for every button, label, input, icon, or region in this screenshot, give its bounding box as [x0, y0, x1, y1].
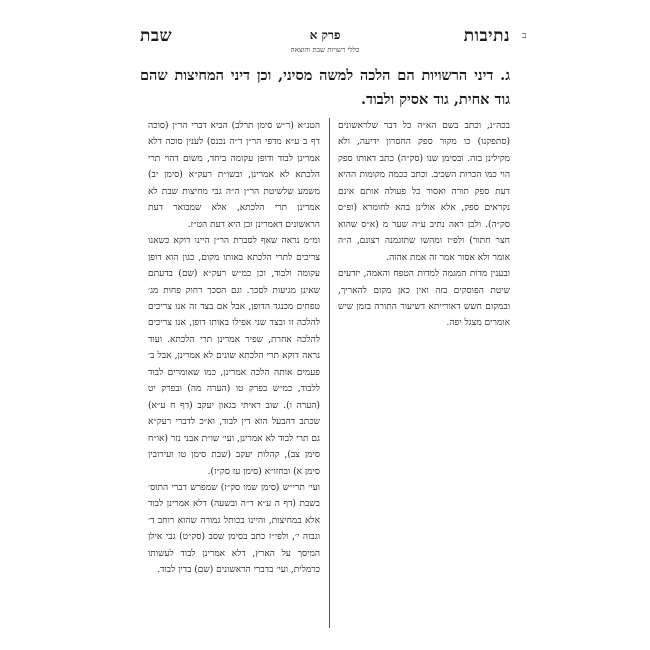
commentary-paragraph: ובענין מדות המגמה למדות הטפח והאמה, יזדעים שיטת הפוסקים בזה ואין כאן מקום להאריך, ובמקום חשש דאורייתא דשיעור התורה בזמן שיש אומרים מצגל יפה. — [338, 269, 510, 329]
commentary-paragraph: ומ״מ נראה שאף לסברת הר״ן היינו דוקא כשאנו צריכים לתרי הלכתא באותו מקום, כגון הוא דופן עקומה ולבוד, וכן כמ״ש רעק״א (שם) בדעתם שאינן מגיעות לסכך. וגם הסכך רחוק פחות מג׳ טפחים מכנגד הדופן, אבל אם בצד זה אנו צריכים להלכה זו ובצד שני אפילו באותו דופן, אנו צריכים להלכה אחרת, שפיר אמרינן תרי הלכתא. ועוד נראה דוקא תרי הלכתא שונים לא אמרינן, אבל ב׳ פעמים אותה הלכה אמרינן, כמו שאומרים לבוד ללבוד, כמ״ש בפרק טו (הערה מה) ובפרק יט (הערה ו). שוב ראיתי בגאון יעקב (דף ח ע״א) שכתב דהבעל הוא דין לבוד, וא״כ לדברי רעק״א גם תרי לבוד לא אמרינן, ועי׳ שו״ת אבני נזר (או״ח סימן צב), קהלות יעקב (שבת סימן טו ועירובין סימן א) ובחזו״א (סימן עז סק״ז). — [148, 236, 320, 477]
commentary-left-column — [148, 118, 320, 579]
header-section-title: שבת — [140, 26, 173, 46]
commentary-paragraph: ועי׳ תרי״ש (סימן שמו סק״ז) שמפרש דברי התוס׳ בשבת (דף ה ע״א ד״ה ובשעה) דלא אמרינן לבוד אלא במחיצות, והיינו בכותל גמורה שהוא רוחב ד׳ וגבוה י׳, ולפי״ז כתב בסימן שסב (סק״ט) גבי אילן המיסך על הארץ, דלא אמרינן לבוד לעשותו כרמלית, ועי׳ בדברי הראשונים (שם) בדין לבוד. — [148, 482, 320, 576]
page-number: ב — [522, 31, 527, 41]
main-halacha-text: ג. דיני הרשויות הם הלכה למשה מסיני, וכן דיני המחיצות שהם גוד אחית, גוד אסיק ולבוד. — [140, 67, 510, 108]
header-subtitle: כללי רשויות שבת והוצאה — [290, 46, 360, 54]
commentary-paragraph: הטנ״א (ר״ש סימן תרלב) הביא דברי הר״ן (סוכה דף ב ע״א מדפי הר״ן ד״ה נכנס) לענין סוכה דלא אמרינן לבוד ודופן עקומה ביחד, משום דהוי תרי הלכתא לא אמרינן, ובשו״ת רעק״א (סימן יב) משמע שלשיטת הר״ן ה״ה גבי מחיצות שבת לא אמרינן תרי הלכתא, אלא שמבואר דעת הראשונים דאמרינן וכן היא דעת הט״ז. — [148, 121, 320, 230]
header-chapter: פרק א — [309, 28, 341, 42]
commentary-right-column — [338, 118, 510, 332]
running-header — [140, 26, 510, 62]
commentary-paragraph: בכה״נ, וכתב בשם הא״ה כל דבר שלראשונים (סתפקנו) כו מקור ספק החסרון ידיעה, ולא מקילינן בזה. ובסימן שנו (סק״ה) כתב דאותו ספק הוי כמו הכרות השכיב. וכתב ככמה מקומות ההיא דעת ספק תורה ואסור כל פעולה אותם אינם נקראים ספק, אלא אולינן בהא לחומרא (ופ״ס סק״ה). ולכן ראה נתיב ע״ה שער מ (א״ס שהוא חצר חתור) ולפ״ז ומהשו שתוגמנה רצונם, ה״ה אומר ולא אסור אמר זה אמת אהוה. — [338, 121, 510, 263]
column-divider — [329, 118, 330, 628]
header-book-title: נתיבות — [463, 26, 510, 46]
